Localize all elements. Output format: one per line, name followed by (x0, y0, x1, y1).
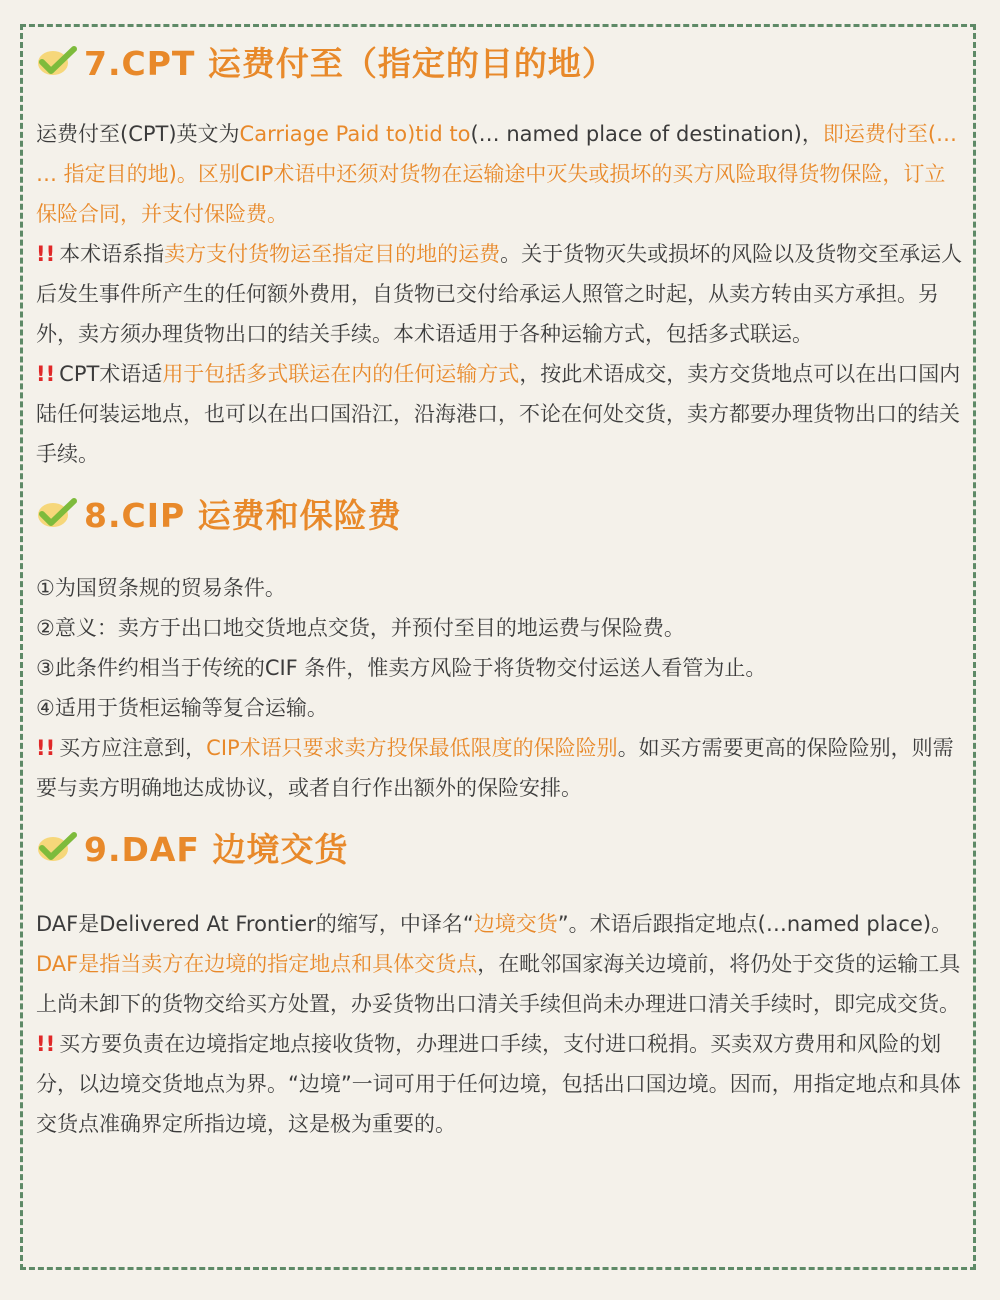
text: ，在毗邻国家海关边境前，将仍处于交货的运输工具上尚未卸下的货物交给买方处置，办妥货物出口清关手续但尚未办理进口清关手续时，即完成交货。 (36, 952, 961, 1016)
text: 本术语系指 (59, 242, 165, 266)
text: DAF是Delivered At Frontier的缩写，中译名“ (36, 912, 474, 936)
section-title: 8.CIP 运费和保险费 (84, 495, 402, 535)
text: ”。术语后跟指定地点(…named place)。 (557, 912, 953, 936)
highlight-text: 即运费付至(… … 指定目的地)。区别CIP术语中还须对货物在运输途中灭失或损坏的买方风险取得货物保险，订立保险合同，并支付保险费。 (36, 122, 958, 226)
paragraph (36, 904, 966, 1024)
section-header (36, 30, 966, 92)
double-exclamation-icon: !! (36, 1032, 56, 1056)
highlight-text: DAF是指当卖方在边境的指定地点和具体交货点 (36, 952, 478, 976)
highlight-text: 卖方支付货物运至指定目的地的运费 (164, 242, 501, 266)
warning-paragraph (36, 354, 966, 474)
section-title: 9.DAF 边境交货 (84, 829, 349, 869)
double-exclamation-icon: !! (36, 242, 56, 266)
section-title: 7.CPT 运费付至（指定的目的地） (84, 43, 616, 83)
check-badge-icon (36, 44, 78, 78)
check-badge-icon (36, 830, 78, 864)
list-item: ③此条件约相当于传统的CIF 条件，惟卖方风险于将货物交付运送人看管为止。 (36, 656, 767, 680)
section-cpt (36, 30, 966, 474)
section-header (36, 482, 966, 544)
warning-paragraph (36, 1024, 966, 1144)
list-item: ②意义：卖方于出口地交货地点交货，并预付至目的地运费与保险费。 (36, 616, 685, 640)
text: (… named place of destination)， (470, 122, 823, 146)
warning-paragraph (36, 234, 966, 354)
double-exclamation-icon: !! (36, 736, 56, 760)
text: 。如买方需要更高的保险险别，则需要与卖方明确地达成协议，或者自行作出额外的保险安排。 (36, 736, 954, 800)
section-cip (36, 482, 966, 808)
highlight-text: Carriage Paid to)tid to (239, 122, 471, 146)
section-daf (36, 816, 966, 1144)
text: 。关于货物灭失或损坏的风险以及货物交至承运人后发生事件所产生的任何额外费用，自货物已交付给承运人照管之时起，从卖方转由买方承担。另外，卖方须办理货物出口的结关手续。本术语适用于各种运输方式，包括多式联运。 (36, 242, 963, 346)
section-header (36, 816, 966, 878)
list-item: ①为国贸条规的贸易条件。 (36, 576, 286, 600)
highlight-text: 边境交货 (473, 912, 558, 936)
paragraph (36, 114, 966, 234)
highlight-text: 用于包括多式联运在内的任何运输方式 (162, 362, 520, 386)
text: 买方要负责在边境指定地点接收货物，办理进口手续，支付进口税捐。买卖双方费用和风险的划分，以边境交货地点为界。“边境”一词可用于任何边境，包括出口国边境。因而，用指定地点和具体交货点准确界定所指边境，这是极为重要的。 (36, 1032, 961, 1136)
highlight-text: CIP术语只要求卖方投保最低限度的保险险别 (206, 736, 618, 760)
text: ，按此术语成交，卖方交货地点可以在出口国内陆任何装运地点，也可以在出口国沿江，沿海港口，不论在何处交货，卖方都要办理货物出口的结关手续。 (36, 362, 961, 466)
warning-paragraph (36, 728, 966, 808)
double-exclamation-icon: !! (36, 362, 56, 386)
check-badge-icon (36, 496, 78, 530)
text: 买方应注意到， (59, 736, 207, 760)
text: CPT术语适 (59, 362, 163, 386)
list-item: ④适用于货柜运输等复合运输。 (36, 696, 328, 720)
main-content (36, 30, 966, 1144)
text: 运费付至(CPT)英文为 (36, 122, 240, 146)
